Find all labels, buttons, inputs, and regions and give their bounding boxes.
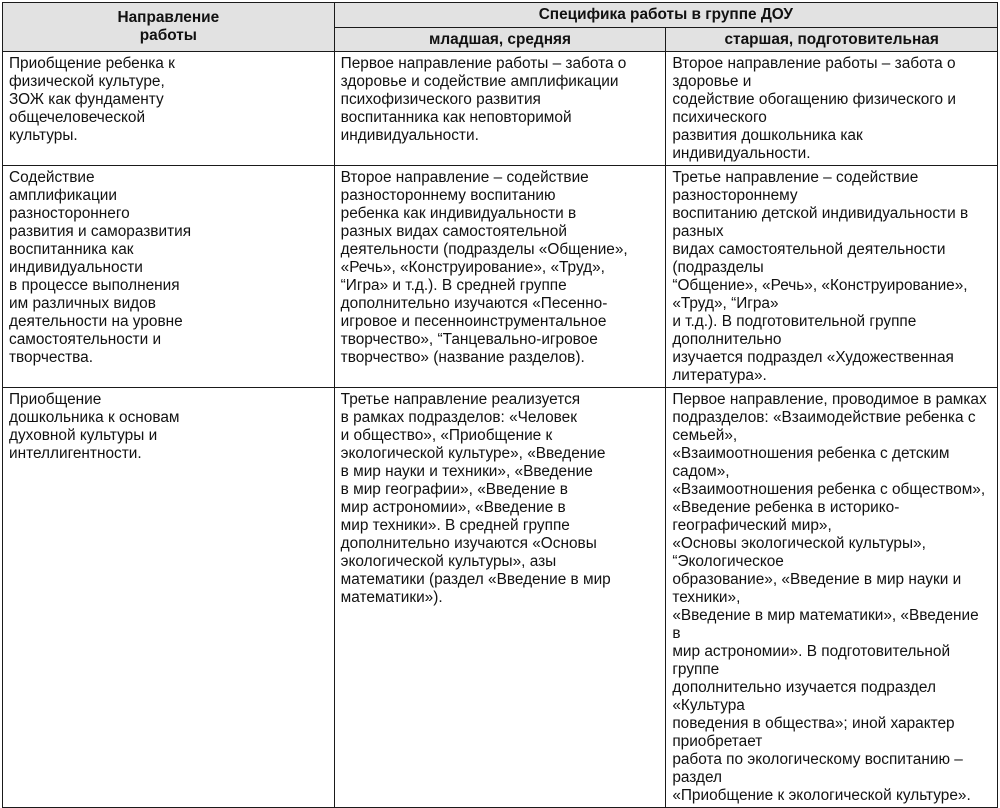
cell-direction-text: Приобщение ребенка к физической культуре, ЗОЖ как фундаменту общечеловеческой культуры. [9,55,175,144]
header-specifics-label: Специфика работы в группе ДОУ [538,6,793,23]
header-specifics [334,3,997,28]
cell-junior-middle [334,52,666,166]
cell-direction [3,388,335,808]
header-senior-prep-label: старшая, подготовительная [724,30,939,48]
cell-senior-prep-text: Первое направление, проводимое в рамках подразделов: «Взаимодействие ребенка с семьей», «Взаимоотношения ребенка с детским садом», «Взаимоотношения ребенка с обществом», «Введение ребенка в историко-географический мир», «Основы экологической культуры», “Экологическое образование», «Введение в мир науки и техники», «Введение в мир математики», «Введение в мир астрономии». В подготовительной группе дополнительно изучается подраздел «Культура поведения в общества»; иной характер приобретает работа по экологическому воспитанию – раздел «Приобщение к экологической культуре». [672,391,987,804]
cell-senior-prep [666,388,998,808]
cell-junior-middle-text: Третье направление реализуется в рамках подразделов: «Человек и общество», «Приобщение к экологической культуре», «Введение в мир науки и техники», «Введение в мир географии», «Введение в мир астрономии», «Введение в мир техники». В средней группе дополнительно изучаются «Основы экологической культуры», азы математики (раздел «Введение в мир математики»). [340,391,611,606]
cell-direction-text: Содействие амплификации разностороннего развития и саморазвития воспитанника как индивидуальности в процессе выполнения им различных видов деятельности на уровне самостоятельности и творчества. [9,169,192,366]
work-directions-table [2,2,998,808]
table-row [3,388,998,808]
header-junior-middle-label: младшая, средняя [429,30,571,48]
cell-senior-prep-text: Второе направление работы – забота о здоровье и содействие обогащению физического и психического развития дошкольника как индивидуальности. [672,55,956,162]
header-direction [3,3,335,52]
cell-senior-prep [666,166,998,388]
cell-direction [3,166,335,388]
cell-junior-middle-text: Первое направление работы – забота о здоровье и содействие амплификации психофизического развития воспитанника как неповторимой индивидуальности. [340,55,627,144]
header-senior-prep [666,28,998,52]
header-row [3,3,998,28]
header-direction-label: Направление работы [117,9,220,44]
cell-direction [3,52,335,166]
cell-senior-prep [666,52,998,166]
header-junior-middle [334,28,666,52]
cell-junior-middle [334,388,666,808]
cell-senior-prep-text: Третье направление – содействие разностороннему воспитанию детской индивидуальности в разных видах самостоятельной деятельности (подразделы “Общение», «Речь», «Конструирование», «Труд», “Игра» и т.д.). В подготовительной группе дополнительно изучается подраздел «Художественная литература». [672,169,969,384]
table-row [3,52,998,166]
cell-direction-text: Приобщение дошкольника к основам духовной культуры и интеллигентности. [9,391,180,462]
cell-junior-middle [334,166,666,388]
cell-junior-middle-text: Второе направление – содействие разностороннему воспитанию ребенка как индивидуальности в разных видах самостоятельной деятельности (подразделы «Общение», «Речь», «Конструирование», «Труд», “Игра» и т.д.). В средней группе дополнительно изучаются «Песенно- игровое и песенноинструментальное творчество», “Танцевально-игровое творчество» (название разделов). [340,169,628,366]
table-row [3,166,998,388]
